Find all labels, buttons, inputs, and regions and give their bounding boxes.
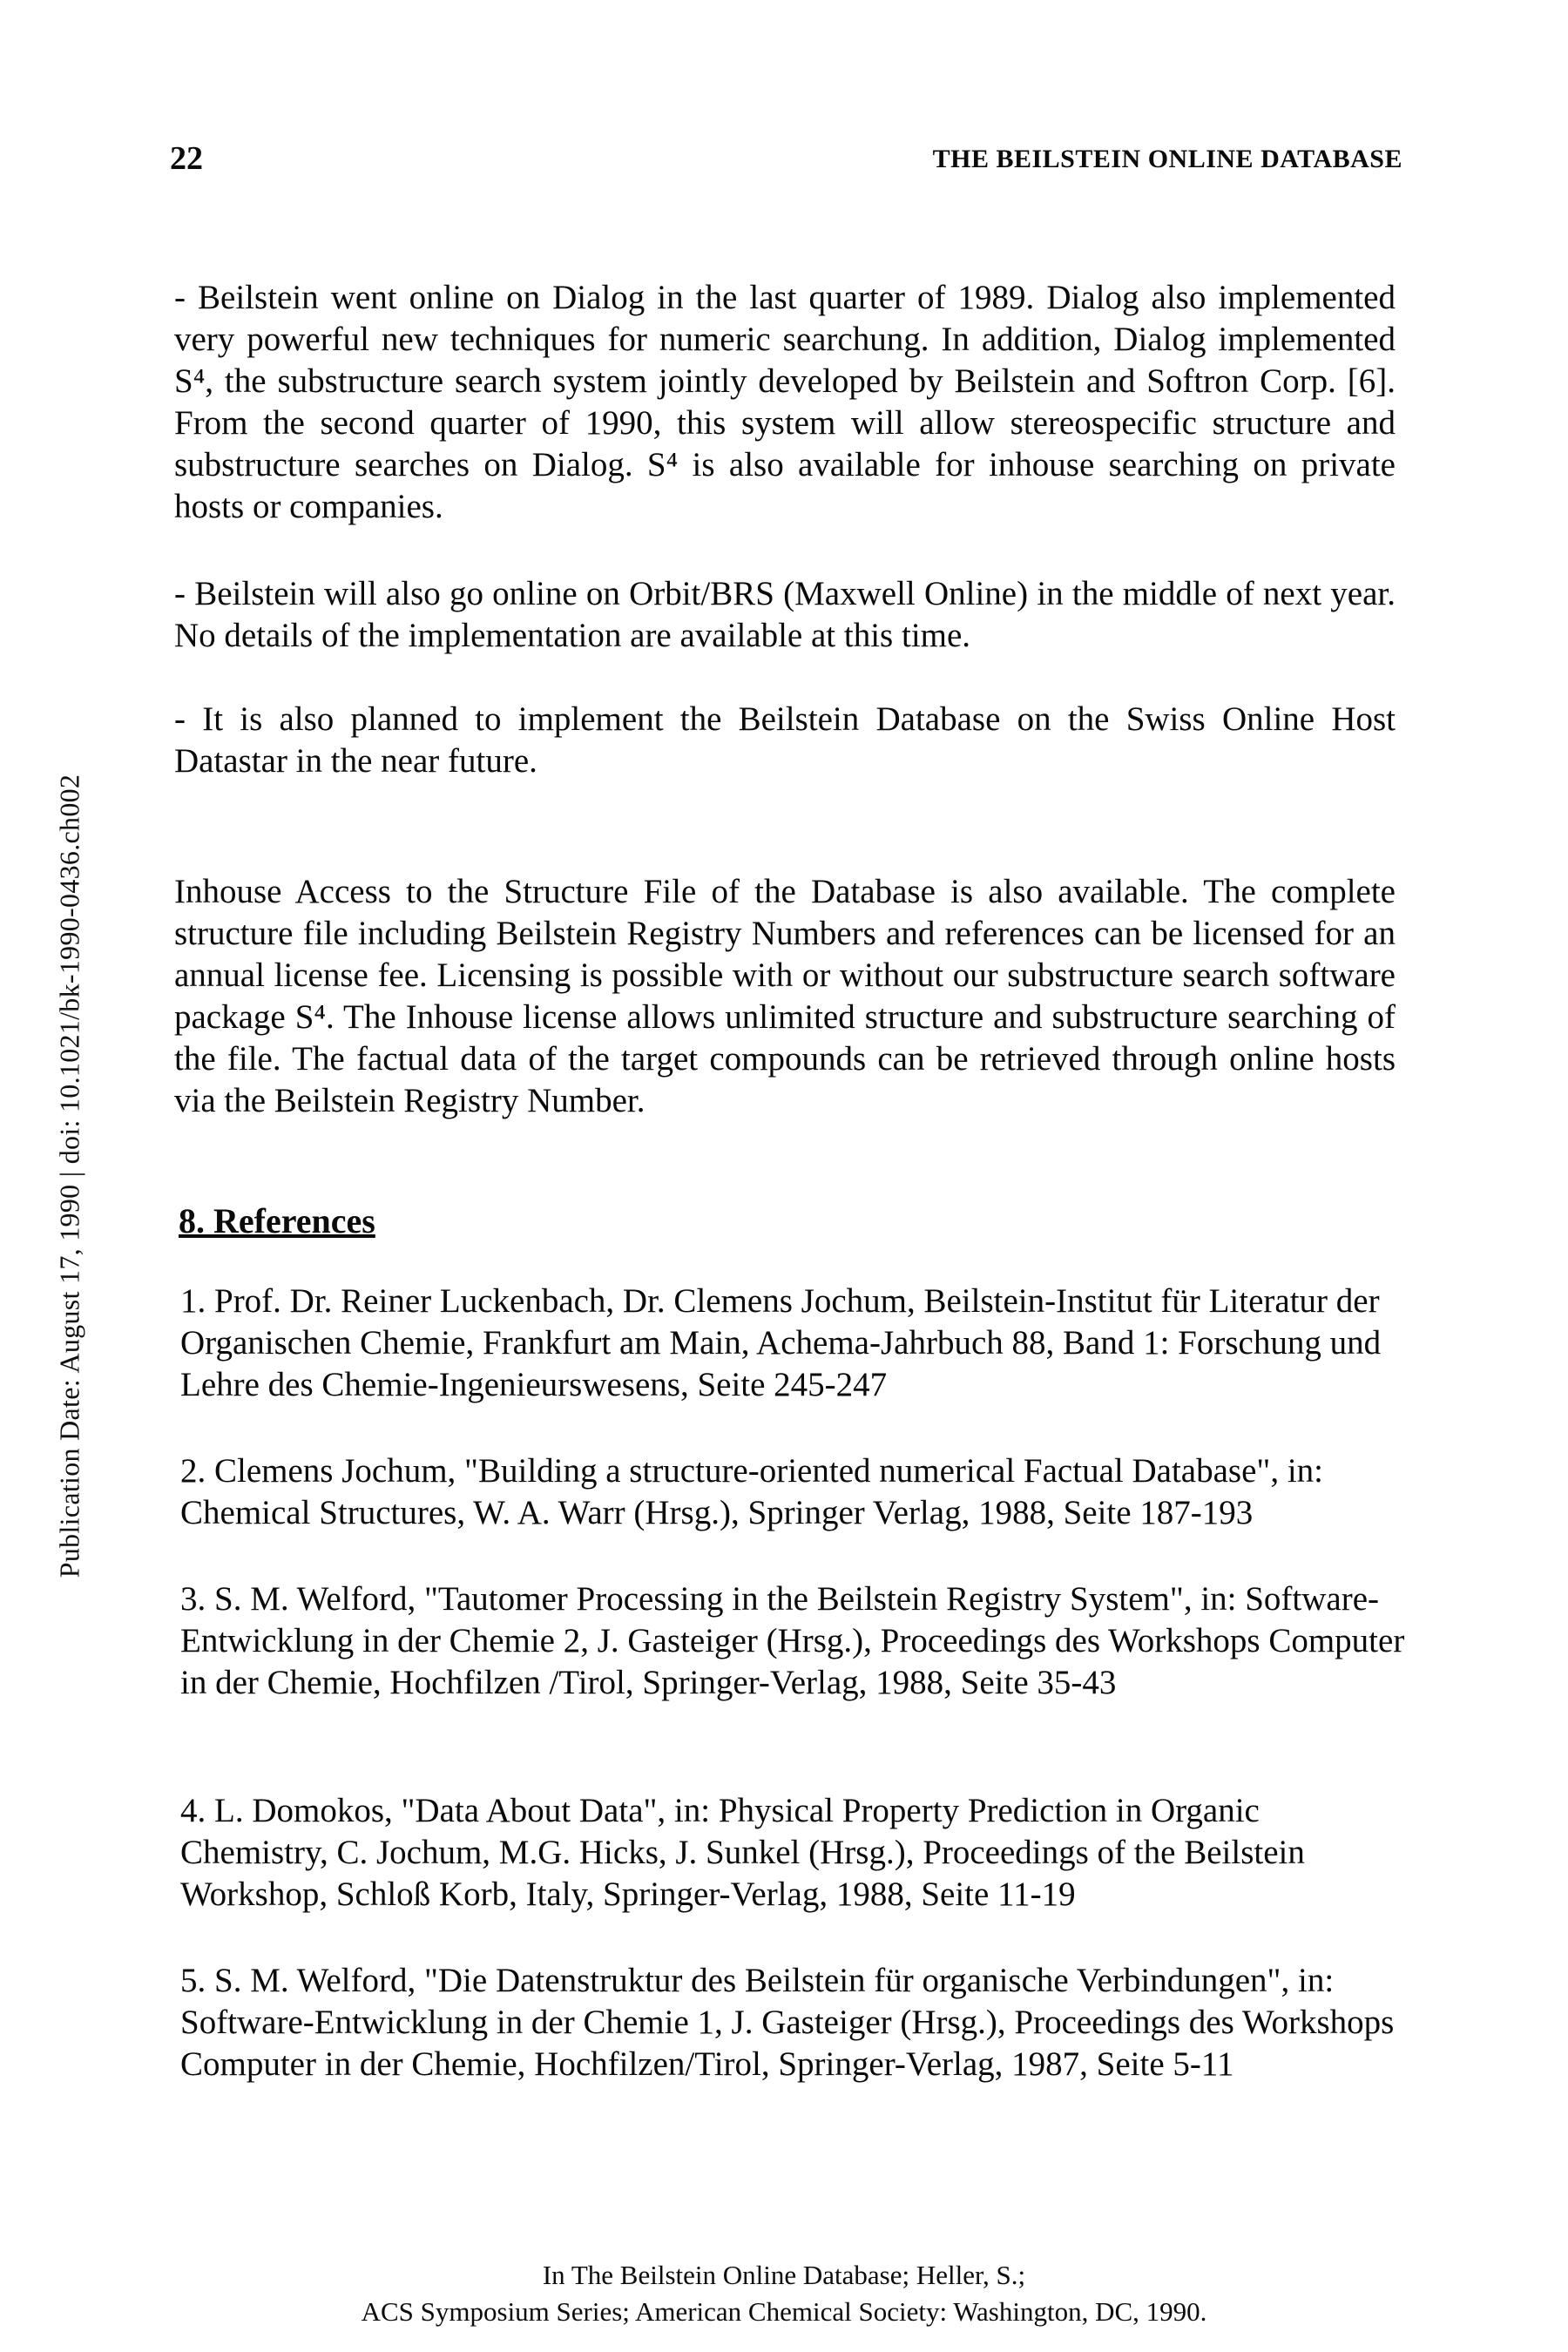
- reference-item-5: 5. S. M. Welford, "Die Datenstruktur des Beilstein für organische Verbindungen", in: Software-Entwicklung in der Chemie 1, J. Gasteiger (Hrsg.), Proceedings des Workshops Computer in der Chemie, Hochfilzen/Tirol, Springer-Verlag, 1987, Seite 5-11: [180, 1962, 1395, 2083]
- paragraph-inhouse-text: Inhouse Access to the Structure File of the Database is also available. The complete structure file including Beilstein Registry Numbers and references can be licensed for an annual license fee. Licensing is possible with or without our substructure search software package S⁴. The Inhouse license allows unlimited structure and substructure searching of the file. The factual data of the target compounds can be retrieved through online hosts via the Beilstein Registry Number.: [174, 873, 1396, 1119]
- paragraph-orbit: [174, 573, 1396, 657]
- paragraph-inhouse: [174, 871, 1396, 1122]
- reference-item-2: 2. Clemens Jochum, "Building a structure-oriented numerical Factual Database", in: Chemical Structures, W. A. Warr (Hrsg.), Springer Verlag, 1988, Seite 187-193: [180, 1452, 1323, 1531]
- footer-citation-line-1: In The Beilstein Online Database; Heller, S.;: [542, 2260, 1026, 2290]
- paragraph-datastar: [174, 699, 1396, 782]
- references-heading: 8. References: [179, 1201, 375, 1240]
- running-title: THE BEILSTEIN ONLINE DATABASE: [932, 145, 1402, 173]
- page-number: 22: [170, 140, 203, 177]
- paragraph-datastar-text: - It is also planned to implement the Beilstein Database on the Swiss Online Host Datastar in the near future.: [174, 700, 1396, 780]
- reference-item-3: 3. S. M. Welford, "Tautomer Processing in the Beilstein Registry System", in: Software-Entwicklung in der Chemie 2, J. Gasteiger (Hrsg.), Proceedings des Workshops Computer in der Chemie, Hochfilzen /Tirol, Springer-Verlag, 1988, Seite 35-43: [180, 1580, 1405, 1701]
- reference-item-4: 4. L. Domokos, "Data About Data", in: Physical Property Prediction in Organic Chemistry, C. Jochum, M.G. Hicks, J. Sunkel (Hrsg.), Proceedings of the Beilstein Workshop, Schloß Korb, Italy, Springer-Verlag, 1988, Seite 11-19: [180, 1792, 1305, 1913]
- reference-item-1: 1. Prof. Dr. Reiner Luckenbach, Dr. Clemens Jochum, Beilstein-Institut für Literatur der Organischen Chemie, Frankfurt am Main, Achema-Jahrbuch 88, Band 1: Forschung und Lehre des Chemie-Ingenieurswesens, Seite 245-247: [180, 1282, 1382, 1403]
- paragraph-dialog-text: - Beilstein went online on Dialog in the last quarter of 1989. Dialog also implemented very powerful new techniques for numeric searchung. In addition, Dialog implemented S⁴, the substructure search system jointly developed by Beilstein and Softron Corp. [6]. From the second quarter of 1990, this system will allow stereospecific structure and substructure searches on Dialog. S⁴ is also available for inhouse searching on private hosts or companies.: [174, 279, 1396, 525]
- publication-side-note: Publication Date: August 17, 1990 | doi: 10.1021/bk-1990-0436.ch002: [53, 774, 85, 1578]
- paragraph-orbit-text: - Beilstein will also go online on Orbit/BRS (Maxwell Online) in the middle of next year. No details of the implementation are available at this time.: [174, 575, 1396, 654]
- footer-citation-line-2: ACS Symposium Series; American Chemical Society: Washington, DC, 1990.: [361, 2296, 1207, 2327]
- paragraph-dialog: [174, 277, 1396, 528]
